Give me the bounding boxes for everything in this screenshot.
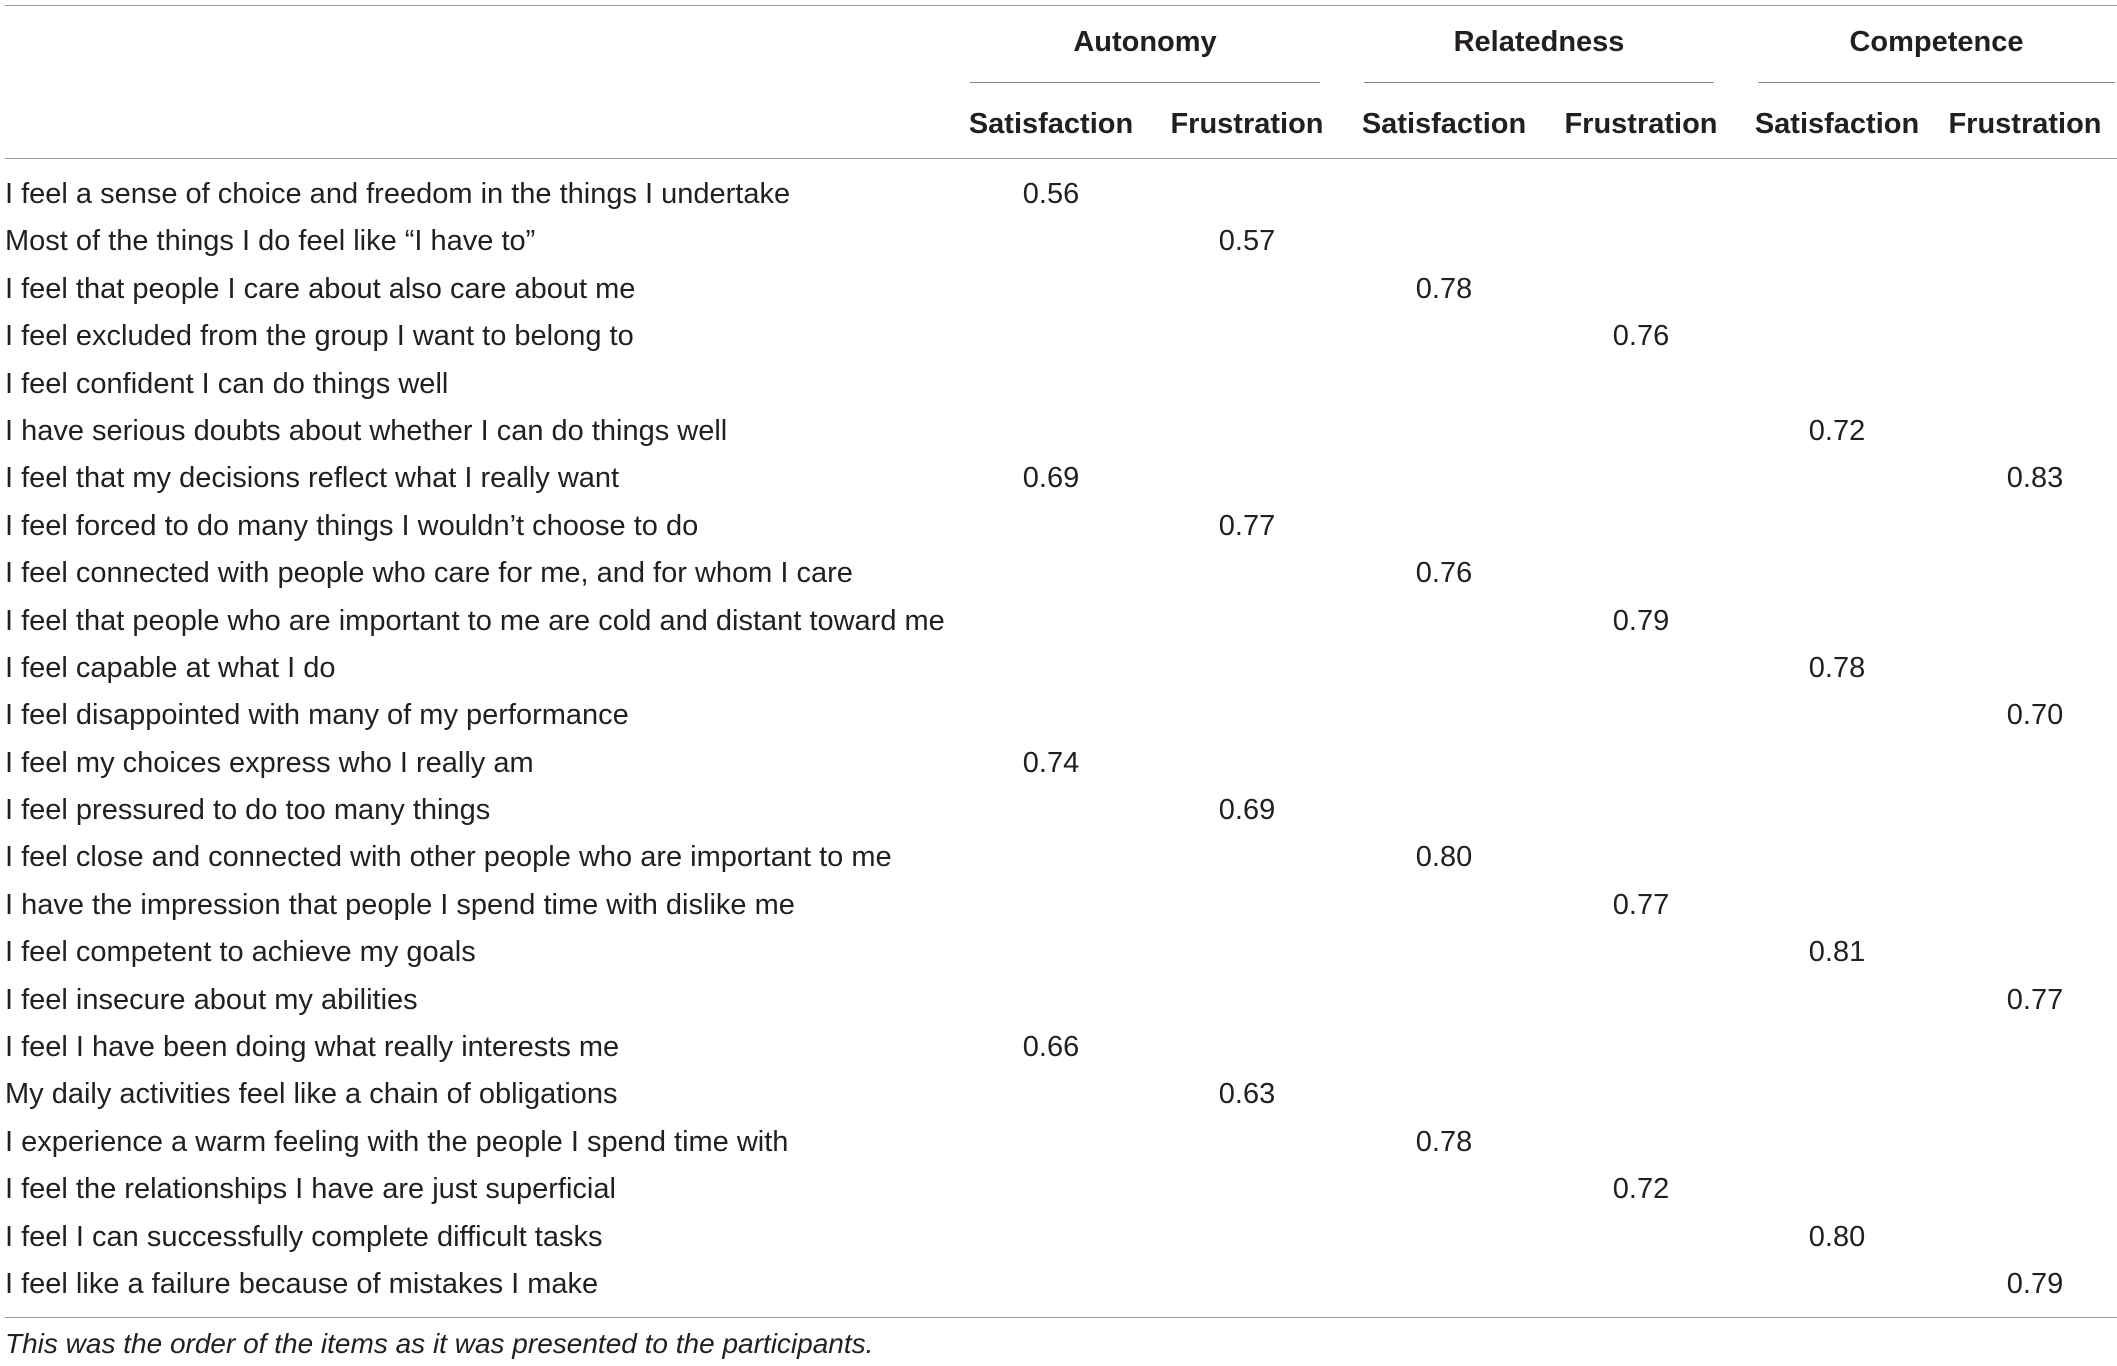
value-cell: 0.76 bbox=[1415, 557, 1473, 590]
item-text: Most of the things I do feel like “I have to” bbox=[5, 225, 536, 258]
value-cell: 0.72 bbox=[1808, 414, 1866, 447]
item-text: I feel the relationships I have are just superficial bbox=[5, 1173, 616, 1206]
value-cell bbox=[1935, 787, 2117, 834]
value-cell bbox=[1147, 1261, 1347, 1308]
value-cell bbox=[1344, 740, 1544, 787]
value-cell bbox=[1737, 503, 1937, 550]
group-underline-competence bbox=[1758, 82, 2115, 83]
item-text: I feel disappointed with many of my performance bbox=[5, 699, 629, 732]
item-text: I have the impression that people I spend time with dislike me bbox=[5, 888, 795, 921]
value-cell: 0.77 bbox=[1612, 888, 1670, 921]
value-cell bbox=[951, 313, 1151, 360]
value-cell bbox=[1737, 1119, 1937, 1166]
value-cell bbox=[951, 598, 1151, 645]
value-cell bbox=[1147, 977, 1347, 1024]
value-cell: 0.83 bbox=[2006, 462, 2064, 495]
value-cell bbox=[1344, 503, 1544, 550]
value-cell bbox=[951, 550, 1151, 597]
value-cell bbox=[951, 787, 1151, 834]
value-cell bbox=[1737, 1261, 1937, 1308]
value-cell bbox=[1147, 645, 1347, 692]
table-row bbox=[0, 977, 2117, 1024]
value-cell bbox=[1935, 1119, 2117, 1166]
subheader-autonomy-satisfaction: Satisfaction bbox=[968, 108, 1134, 140]
value-cell: 0.79 bbox=[2006, 1267, 2064, 1300]
value-cell bbox=[951, 361, 1151, 408]
value-cell bbox=[1344, 408, 1544, 455]
group-header-competence: Competence bbox=[1849, 26, 2024, 58]
item-text: I feel excluded from the group I want to belong to bbox=[5, 320, 634, 353]
value-cell bbox=[1541, 692, 1741, 739]
value-cell bbox=[951, 1214, 1151, 1261]
value-cell bbox=[1935, 598, 2117, 645]
value-cell bbox=[1541, 977, 1741, 1024]
value-cell bbox=[1344, 1024, 1544, 1071]
value-cell bbox=[1935, 313, 2117, 360]
value-cell bbox=[951, 1071, 1151, 1118]
value-cell bbox=[1147, 882, 1347, 929]
value-cell bbox=[1344, 645, 1544, 692]
value-cell bbox=[1935, 361, 2117, 408]
subheader-relatedness-satisfaction: Satisfaction bbox=[1361, 108, 1527, 140]
value-cell: 0.57 bbox=[1218, 225, 1276, 258]
value-cell bbox=[1344, 1261, 1544, 1308]
value-cell bbox=[1147, 834, 1347, 881]
table-body bbox=[0, 171, 2117, 1308]
value-cell bbox=[1541, 171, 1741, 218]
value-cell bbox=[951, 977, 1151, 1024]
item-text: I feel I have been doing what really interests me bbox=[5, 1031, 620, 1064]
value-cell bbox=[1541, 929, 1741, 976]
value-cell bbox=[1541, 834, 1741, 881]
value-cell bbox=[1541, 787, 1741, 834]
item-text: I feel close and connected with other people who are important to me bbox=[5, 841, 892, 874]
item-text: I feel a sense of choice and freedom in the things I undertake bbox=[5, 178, 791, 210]
top-rule bbox=[5, 5, 2117, 6]
value-cell bbox=[1935, 503, 2117, 550]
value-cell bbox=[1541, 503, 1741, 550]
value-cell bbox=[951, 929, 1151, 976]
value-cell bbox=[1737, 787, 1937, 834]
value-cell bbox=[1935, 1071, 2117, 1118]
value-cell bbox=[1541, 266, 1741, 313]
value-cell bbox=[1935, 1166, 2117, 1213]
table-row bbox=[0, 929, 2117, 976]
value-cell bbox=[1541, 1119, 1741, 1166]
value-cell bbox=[1935, 645, 2117, 692]
table-row bbox=[0, 692, 2117, 739]
table-row bbox=[0, 266, 2117, 313]
value-cell bbox=[951, 645, 1151, 692]
value-cell: 0.69 bbox=[1218, 794, 1276, 827]
value-cell bbox=[951, 692, 1151, 739]
item-text: I feel insecure about my abilities bbox=[5, 983, 418, 1016]
item-text: I have serious doubts about whether I can do things well bbox=[5, 414, 728, 447]
table-row bbox=[0, 882, 2117, 929]
group-underline-autonomy bbox=[970, 82, 1320, 83]
value-cell: 0.56 bbox=[1022, 178, 1080, 210]
value-cell: 0.78 bbox=[1415, 1125, 1473, 1158]
value-cell bbox=[1147, 550, 1347, 597]
value-cell bbox=[1541, 645, 1741, 692]
value-cell bbox=[1147, 171, 1347, 218]
value-cell bbox=[1344, 455, 1544, 502]
item-text: I feel pressured to do too many things bbox=[5, 794, 491, 827]
value-cell bbox=[1541, 1261, 1741, 1308]
item-text: I feel my choices express who I really am bbox=[5, 746, 534, 779]
value-cell bbox=[1344, 361, 1544, 408]
value-cell bbox=[951, 882, 1151, 929]
value-cell bbox=[951, 834, 1151, 881]
item-text: I feel that people who are important to me are cold and distant toward me bbox=[5, 604, 945, 637]
table-row bbox=[0, 1214, 2117, 1261]
item-text: My daily activities feel like a chain of obligations bbox=[5, 1078, 618, 1111]
value-cell bbox=[951, 408, 1151, 455]
value-cell bbox=[1935, 550, 2117, 597]
value-cell bbox=[1541, 550, 1741, 597]
value-cell bbox=[1344, 313, 1544, 360]
value-cell: 0.69 bbox=[1022, 462, 1080, 495]
value-cell bbox=[1344, 977, 1544, 1024]
value-cell: 0.72 bbox=[1612, 1173, 1670, 1206]
item-text: I experience a warm feeling with the people I spend time with bbox=[5, 1125, 789, 1158]
group-underline-relatedness bbox=[1364, 82, 1714, 83]
value-cell bbox=[1147, 408, 1347, 455]
table-row bbox=[0, 740, 2117, 787]
subheader-competence-satisfaction: Satisfaction bbox=[1754, 108, 1920, 140]
item-text: I feel that my decisions reflect what I really want bbox=[5, 462, 620, 495]
value-cell bbox=[1344, 882, 1544, 929]
value-cell bbox=[1147, 1024, 1347, 1071]
value-cell bbox=[1344, 1071, 1544, 1118]
value-cell bbox=[1147, 1214, 1347, 1261]
value-cell bbox=[1147, 455, 1347, 502]
value-cell bbox=[1737, 1166, 1937, 1213]
subheader-relatedness-frustration: Frustration bbox=[1564, 108, 1718, 140]
value-cell bbox=[1737, 455, 1937, 502]
value-cell: 0.80 bbox=[1415, 841, 1473, 874]
value-cell bbox=[1147, 266, 1347, 313]
value-cell bbox=[1737, 977, 1937, 1024]
value-cell bbox=[951, 1261, 1151, 1308]
value-cell bbox=[1344, 1214, 1544, 1261]
bottom-rule bbox=[5, 1317, 2117, 1318]
value-cell bbox=[1737, 834, 1937, 881]
item-text: I feel connected with people who care for me, and for whom I care bbox=[5, 557, 853, 590]
value-cell bbox=[1541, 218, 1741, 265]
table-row bbox=[0, 503, 2117, 550]
item-text: I feel that people I care about also care about me bbox=[5, 272, 636, 305]
value-cell: 0.63 bbox=[1218, 1078, 1276, 1111]
value-cell bbox=[1344, 1166, 1544, 1213]
value-cell bbox=[1737, 218, 1937, 265]
value-cell bbox=[1935, 834, 2117, 881]
value-cell bbox=[1147, 692, 1347, 739]
item-text: I feel forced to do many things I wouldn’t choose to do bbox=[5, 509, 699, 542]
value-cell bbox=[1935, 171, 2117, 218]
table-row bbox=[0, 645, 2117, 692]
table-row bbox=[0, 834, 2117, 881]
value-cell bbox=[1737, 171, 1937, 218]
value-cell bbox=[1541, 740, 1741, 787]
table-row bbox=[0, 455, 2117, 502]
value-cell bbox=[1737, 692, 1937, 739]
table-row bbox=[0, 550, 2117, 597]
value-cell: 0.79 bbox=[1612, 604, 1670, 637]
value-cell bbox=[1737, 1024, 1937, 1071]
value-cell bbox=[1147, 1119, 1347, 1166]
value-cell bbox=[1541, 1214, 1741, 1261]
value-cell bbox=[1737, 313, 1937, 360]
value-cell bbox=[1147, 361, 1347, 408]
value-cell bbox=[951, 1166, 1151, 1213]
value-cell bbox=[1935, 1214, 2117, 1261]
subheader-competence-frustration: Frustration bbox=[1948, 108, 2102, 140]
value-cell bbox=[1737, 882, 1937, 929]
value-cell bbox=[1737, 598, 1937, 645]
value-cell bbox=[1935, 882, 2117, 929]
table-row bbox=[0, 408, 2117, 455]
value-cell bbox=[1935, 1024, 2117, 1071]
value-cell bbox=[1147, 598, 1347, 645]
value-cell bbox=[1541, 1024, 1741, 1071]
table-row bbox=[0, 361, 2117, 408]
value-cell: 0.77 bbox=[1218, 509, 1276, 542]
value-cell: 0.78 bbox=[1415, 272, 1473, 305]
value-cell bbox=[1541, 361, 1741, 408]
value-cell bbox=[1935, 218, 2117, 265]
subheader-autonomy-frustration: Frustration bbox=[1170, 108, 1324, 140]
value-cell bbox=[1147, 929, 1347, 976]
group-header-relatedness: Relatedness bbox=[1453, 26, 1625, 58]
value-cell bbox=[1737, 740, 1937, 787]
value-cell bbox=[1541, 408, 1741, 455]
value-cell: 0.80 bbox=[1808, 1220, 1866, 1253]
value-cell bbox=[1344, 787, 1544, 834]
value-cell bbox=[1737, 1071, 1937, 1118]
value-cell bbox=[1147, 740, 1347, 787]
value-cell bbox=[1737, 361, 1937, 408]
table-row bbox=[0, 171, 2117, 218]
value-cell bbox=[1147, 313, 1347, 360]
item-text: I feel competent to achieve my goals bbox=[5, 936, 476, 969]
item-text: I feel confident I can do things well bbox=[5, 367, 449, 400]
value-cell bbox=[1541, 455, 1741, 502]
value-cell bbox=[1147, 1166, 1347, 1213]
value-cell: 0.78 bbox=[1808, 651, 1866, 684]
table-row bbox=[0, 313, 2117, 360]
value-cell bbox=[1344, 929, 1544, 976]
value-cell bbox=[951, 218, 1151, 265]
table-row bbox=[0, 1261, 2117, 1308]
value-cell bbox=[951, 266, 1151, 313]
value-cell bbox=[1344, 218, 1544, 265]
item-text: I feel like a failure because of mistakes I make bbox=[5, 1267, 599, 1300]
value-cell bbox=[1935, 408, 2117, 455]
table-row bbox=[0, 1166, 2117, 1213]
value-cell bbox=[1344, 692, 1544, 739]
value-cell bbox=[1737, 266, 1937, 313]
value-cell: 0.76 bbox=[1612, 320, 1670, 353]
item-text: I feel capable at what I do bbox=[5, 651, 336, 684]
value-cell bbox=[1344, 598, 1544, 645]
item-text: I feel I can successfully complete difficult tasks bbox=[5, 1220, 603, 1253]
table-row bbox=[0, 1024, 2117, 1071]
value-cell bbox=[1737, 550, 1937, 597]
value-cell bbox=[951, 503, 1151, 550]
table-row bbox=[0, 1071, 2117, 1118]
value-cell: 0.70 bbox=[2006, 699, 2064, 732]
value-cell: 0.81 bbox=[1808, 936, 1866, 969]
table-row bbox=[0, 787, 2117, 834]
table-row bbox=[0, 598, 2117, 645]
value-cell: 0.74 bbox=[1022, 746, 1080, 779]
table-row bbox=[0, 218, 2117, 265]
table-row bbox=[0, 1119, 2117, 1166]
value-cell: 0.77 bbox=[2006, 983, 2064, 1016]
value-cell bbox=[951, 1119, 1151, 1166]
value-cell bbox=[1935, 929, 2117, 976]
value-cell bbox=[1935, 266, 2117, 313]
value-cell bbox=[1935, 740, 2117, 787]
group-header-autonomy: Autonomy bbox=[1073, 26, 1217, 58]
value-cell: 0.66 bbox=[1022, 1031, 1080, 1064]
table-footnote: This was the order of the items as it was presented to the participants. bbox=[5, 1328, 874, 1359]
header-rule bbox=[5, 158, 2117, 159]
value-cell bbox=[1344, 171, 1544, 218]
value-cell bbox=[1541, 1071, 1741, 1118]
